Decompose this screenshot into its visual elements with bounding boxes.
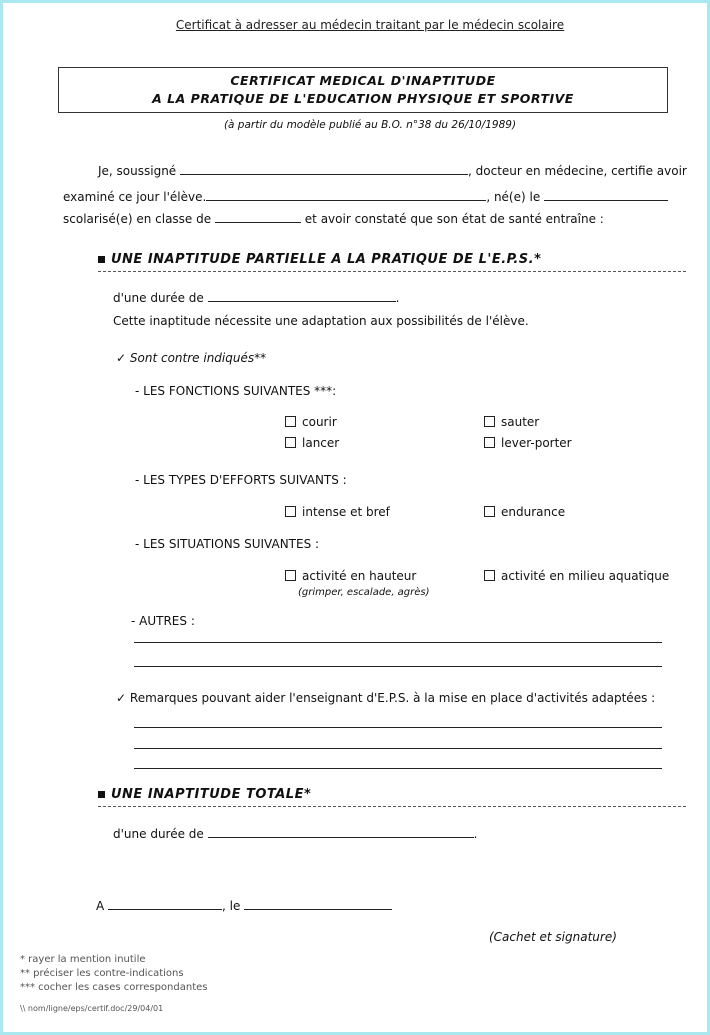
others-line-1[interactable] [134,642,662,643]
file-reference: \\ nom/ligne/eps/certif.doc/29/04/01 [20,1004,164,1013]
partial-duration-line [113,290,399,305]
checkbox-box[interactable] [484,506,495,517]
total-heading-text: UNE INAPTITUDE TOTALE* [111,787,312,802]
partial-heading-rule [98,271,686,272]
subtitle: (à partir du modèle publié au B.O. n°38 du 26/10/1989) [223,119,517,131]
checkbox-box[interactable] [285,570,296,581]
total-heading-rule [98,806,686,807]
checkbox-aquatique-label: activité en milieu aquatique [501,569,670,583]
intro-classe-label: scolarisé(e) en classe de [63,212,212,226]
checkbox-courir-label: courir [302,415,337,429]
remarks-line-1[interactable] [134,727,662,728]
checkbox-box[interactable] [484,570,495,581]
checkbox-endurance-label: endurance [501,505,566,519]
total-heading [98,787,311,802]
title-line-1: CERTIFICAT MEDICAL D'INAPTITUDE [230,73,496,88]
checkbox-aquatique[interactable] [484,569,669,583]
checkbox-lancer-label: lancer [302,436,340,450]
checkbox-endurance[interactable] [484,505,565,519]
checkbox-courir[interactable] [285,415,337,429]
checkbox-intense[interactable] [285,505,390,519]
place-field[interactable] [108,898,222,910]
checkbox-sauter-label: sauter [501,415,540,429]
intro-constate-label: et avoir constaté que son état de santé entraîne : [304,212,604,226]
checkbox-box[interactable] [285,506,296,517]
date-field[interactable] [244,898,392,910]
student-name-field[interactable] [206,189,486,201]
total-duration-end: . [473,827,478,841]
title-box [58,67,668,113]
checkbox-lancer[interactable] [285,436,339,450]
contraindicated-label: Sont contre indiqués** [129,351,267,365]
remarks-label: Remarques pouvant aider l'enseignant d'E.P.S. à la mise en place d'activités adaptées : [129,691,656,705]
signature-label: (Cachet et signature) [489,930,617,944]
class-field[interactable] [215,211,301,223]
doctor-name-field[interactable] [180,163,468,175]
bullet-square-icon [98,791,105,798]
others-line-2[interactable] [134,666,662,667]
total-duration-field[interactable] [208,826,474,838]
partial-duration-end: . [395,291,400,305]
remarks-line-3[interactable] [134,768,662,769]
situations-note: (grimper, escalade, agrès) [298,587,430,598]
birth-date-field[interactable] [544,189,668,201]
check-icon: ✓ [116,691,127,705]
footnote-3: *** cocher les cases correspondantes [20,982,208,993]
intro-eleve-label: examiné ce jour l'élève. [63,190,207,204]
others-label: - AUTRES : [131,614,195,628]
situations-label: - LES SITUATIONS SUIVANTES : [135,537,320,551]
checkbox-intense-label: intense et bref [302,505,390,519]
intro-line-3 [63,211,604,226]
checkbox-box[interactable] [484,416,495,427]
header-note: Certificat à adresser au médecin traitant par le médecin scolaire [175,18,565,32]
partial-heading-text: UNE INAPTITUDE PARTIELLE A LA PRATIQUE DE L'E.P.S.* [111,252,542,267]
title-line-2: A LA PRATIQUE DE L'EDUCATION PHYSIQUE ET SPORTIVE [152,91,574,106]
bullet-square-icon [98,256,105,263]
remarks-line [116,691,655,705]
total-duration-label: d'une durée de [113,827,204,841]
adaptation-note: Cette inaptitude nécessite une adaptation aux possibilités de l'élève. [113,314,529,328]
functions-label: - LES FONCTIONS SUIVANTES ***: [135,384,337,398]
checkbox-hauteur-label: activité en hauteur [302,569,417,583]
checkbox-sauter[interactable] [484,415,539,429]
checkbox-hauteur[interactable] [285,569,416,583]
total-duration-line [113,826,477,841]
partial-duration-field[interactable] [208,290,396,302]
intro-soussigne-label: Je, soussigné [98,164,177,178]
contraindicated-line [116,351,266,365]
checkbox-box[interactable] [285,416,296,427]
footnote-2: ** préciser les contre-indications [20,968,184,979]
partial-duration-label: d'une durée de [113,291,204,305]
checkbox-box[interactable] [484,437,495,448]
place-label: A [96,899,105,913]
date-label: , le [222,899,241,913]
footnote-1: * rayer la mention inutile [20,954,146,965]
place-date-line [96,898,392,913]
checkbox-box[interactable] [285,437,296,448]
remarks-line-2[interactable] [134,748,662,749]
intro-line-1 [98,163,687,178]
efforts-label: - LES TYPES D'EFFORTS SUIVANTS : [135,473,347,487]
intro-line-2 [63,189,668,204]
intro-docteur-label: , docteur en médecine, certifie avoir [468,164,687,178]
check-icon: ✓ [116,351,127,365]
checkbox-lever-porter-label: lever-porter [501,436,572,450]
checkbox-lever-porter[interactable] [484,436,572,450]
intro-ne-label: , né(e) le [486,190,541,204]
partial-heading [98,252,541,267]
